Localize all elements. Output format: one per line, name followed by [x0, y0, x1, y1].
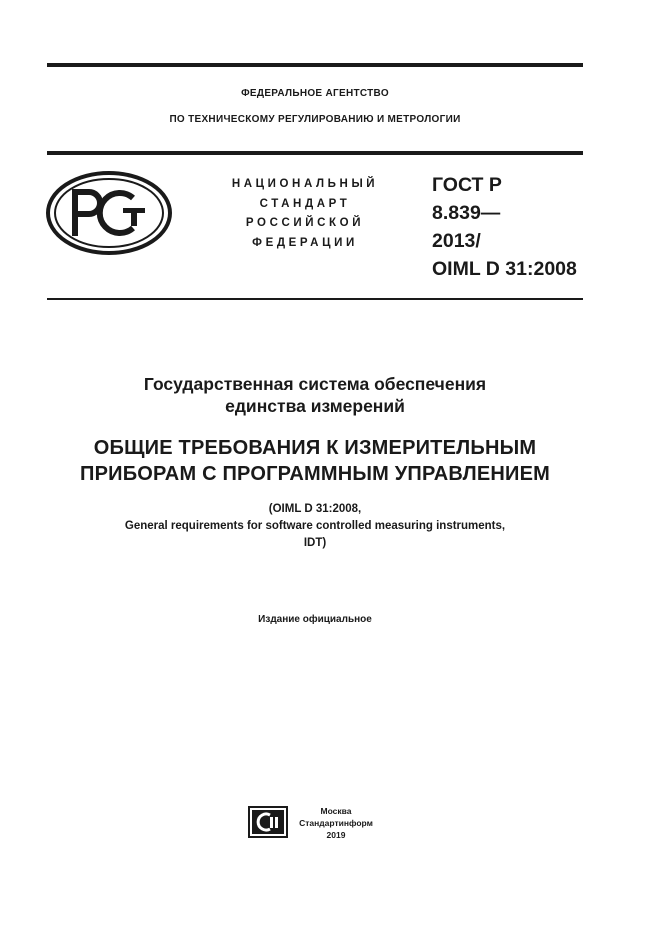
rst-emblem-icon — [45, 170, 173, 256]
edition-label: Издание официальное — [258, 614, 372, 625]
standard-type-line-1: НАЦИОНАЛЬНЫЙ — [231, 178, 379, 190]
designation-line-4: OIML D 31:2008 — [432, 258, 577, 280]
standartinform-logo-icon — [248, 806, 288, 838]
designation-line-3: 2013/ — [432, 230, 481, 252]
publisher-city: Москва — [320, 806, 352, 816]
publisher-name: Стандартинформ — [299, 818, 373, 828]
agency-line-2: ПО ТЕХНИЧЕСКОМУ РЕГУЛИРОВАНИЮ И МЕТРОЛОГИИ — [169, 114, 461, 125]
reference-line-2: General requirements for software controlled measuring instruments, — [124, 520, 506, 532]
standard-type-line-4: ФЕДЕРАЦИИ — [252, 237, 358, 249]
designation-line-2: 8.839— — [432, 202, 501, 224]
subtitle-line-2: единства измерений — [225, 396, 405, 416]
agency-line-1: ФЕДЕРАЛЬНОЕ АГЕНТСТВО — [241, 88, 389, 99]
designation-rule — [47, 298, 583, 300]
title-line-2: ПРИБОРАМ С ПРОГРАММНЫМ УПРАВЛЕНИЕМ — [80, 463, 550, 485]
subtitle-line-1: Государственная система обеспечения — [143, 374, 487, 394]
header-rule — [47, 151, 583, 155]
reference-line-1: (OIML D 31:2008, — [268, 503, 362, 515]
reference-line-3: IDT) — [303, 537, 327, 549]
title-line-1: ОБЩИЕ ТРЕБОВАНИЯ К ИЗМЕРИТЕЛЬНЫМ — [93, 437, 537, 459]
publisher-year: 2019 — [326, 830, 346, 840]
standard-type-line-2: СТАНДАРТ — [259, 198, 351, 210]
standard-type-line-3: РОССИЙСКОЙ — [245, 217, 365, 229]
designation-line-1: ГОСТ Р — [432, 174, 502, 196]
top-rule — [47, 63, 583, 67]
